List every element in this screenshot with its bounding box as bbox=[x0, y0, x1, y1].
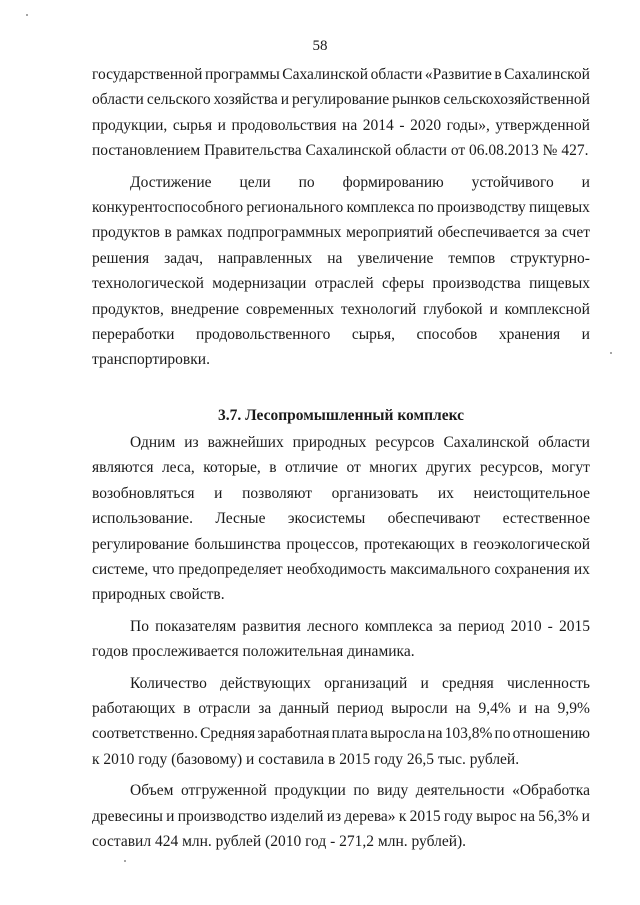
word: сферы bbox=[381, 275, 425, 293]
word: отгруженной bbox=[180, 782, 267, 800]
word: и bbox=[214, 484, 223, 502]
word: вырос bbox=[476, 807, 517, 825]
word: экосистемы bbox=[287, 510, 366, 528]
word: Количество bbox=[130, 674, 207, 692]
word: обеспечивается bbox=[437, 224, 540, 242]
word: многих bbox=[369, 459, 418, 477]
text-line bbox=[92, 113, 590, 138]
word: хозяйства bbox=[213, 91, 278, 109]
word: показателям bbox=[155, 617, 237, 635]
word: государственной bbox=[92, 66, 203, 83]
word: и bbox=[518, 699, 527, 717]
word: регулирование bbox=[292, 91, 390, 109]
word: продукции bbox=[274, 782, 346, 800]
text-line bbox=[92, 170, 590, 195]
word: продуктов, bbox=[92, 300, 164, 318]
word: геоэкологической bbox=[473, 535, 590, 553]
word: Сахалинской bbox=[282, 66, 369, 83]
word: в bbox=[494, 66, 502, 83]
word: 2015 bbox=[409, 807, 441, 825]
word: комплекса bbox=[364, 617, 433, 635]
word: деятельности bbox=[415, 782, 505, 800]
word: в bbox=[460, 535, 468, 553]
word: «Обработка bbox=[512, 782, 590, 800]
word: на bbox=[427, 725, 443, 743]
word: технологической bbox=[92, 275, 204, 293]
text-line bbox=[92, 506, 590, 531]
word: производства bbox=[432, 275, 521, 293]
word: других bbox=[425, 459, 472, 477]
word: и bbox=[581, 325, 590, 343]
word: большинства bbox=[194, 535, 281, 553]
word: численность bbox=[506, 674, 590, 692]
word: Объем bbox=[130, 782, 174, 800]
scan-speck bbox=[26, 14, 28, 16]
word: рынков bbox=[392, 91, 441, 109]
word: регулирование bbox=[92, 535, 190, 553]
word: средняя bbox=[441, 674, 494, 692]
word: пищевых bbox=[529, 198, 590, 216]
word: современных bbox=[245, 300, 334, 318]
word: по bbox=[417, 198, 434, 216]
word: отличие bbox=[285, 459, 338, 477]
text-line bbox=[92, 297, 590, 322]
word: формированию bbox=[342, 173, 444, 191]
word: и bbox=[489, 300, 498, 318]
word: и bbox=[166, 807, 175, 825]
paragraph-dynamics bbox=[92, 614, 590, 665]
word: соответственно. bbox=[92, 725, 198, 743]
word: на bbox=[327, 249, 343, 267]
word: сельскохозяйственной bbox=[443, 91, 590, 109]
word: организаций bbox=[324, 674, 408, 692]
text-line bbox=[92, 671, 590, 696]
word: - bbox=[399, 116, 405, 134]
word: максимального bbox=[390, 561, 491, 579]
text-line: природных свойств. bbox=[92, 586, 225, 604]
word: неистощительное bbox=[473, 484, 590, 502]
word: задач, bbox=[164, 249, 203, 267]
word: области bbox=[538, 434, 590, 452]
word: 2014 bbox=[362, 116, 394, 134]
word: на bbox=[342, 116, 358, 134]
word: виду bbox=[376, 782, 409, 800]
word: их bbox=[573, 561, 590, 579]
text-line bbox=[92, 322, 590, 347]
text-line bbox=[92, 246, 590, 271]
word: изделий bbox=[270, 807, 324, 825]
text-line bbox=[92, 271, 590, 296]
word: из bbox=[326, 807, 342, 825]
word: являются bbox=[92, 459, 154, 477]
text-line bbox=[92, 195, 590, 220]
word: к bbox=[398, 807, 407, 825]
intro-paragraph bbox=[92, 62, 590, 164]
word: Одним bbox=[130, 434, 176, 452]
word: ресурсов, bbox=[480, 459, 544, 477]
word: протекающих bbox=[363, 535, 455, 553]
word: модернизации bbox=[212, 275, 307, 293]
word: программы bbox=[204, 66, 280, 83]
text-line: составил 424 млн. рублей (2010 год - 271,2 млн. рублей). bbox=[92, 832, 467, 850]
word: 9,9% bbox=[557, 699, 590, 717]
word: и bbox=[581, 173, 590, 191]
word: за bbox=[544, 224, 558, 242]
word: важнейших bbox=[207, 434, 284, 452]
word: мероприятий bbox=[346, 224, 434, 242]
word: пищевых bbox=[529, 275, 590, 293]
word: структурно- bbox=[510, 249, 590, 267]
word: выросли bbox=[391, 699, 448, 717]
word: темпов bbox=[448, 249, 496, 267]
text-line bbox=[92, 557, 590, 582]
word: Лесные bbox=[215, 510, 266, 528]
word: в bbox=[269, 459, 277, 477]
word: период bbox=[458, 617, 505, 635]
word: необходимость bbox=[286, 561, 387, 579]
word: лесного bbox=[307, 617, 359, 635]
word: устойчивого bbox=[471, 173, 554, 191]
scan-speck bbox=[610, 352, 612, 354]
text-line bbox=[92, 87, 590, 112]
word: производству bbox=[437, 198, 526, 216]
word: По bbox=[130, 617, 149, 635]
word: период bbox=[336, 699, 384, 717]
word: комплексной bbox=[504, 300, 590, 318]
word: развития bbox=[242, 617, 301, 635]
word: дерева» bbox=[344, 807, 396, 825]
word: и bbox=[217, 116, 226, 134]
word: Средняя bbox=[200, 725, 256, 743]
word: продукции, bbox=[92, 116, 168, 134]
text-line: транспортировки. bbox=[92, 351, 210, 369]
text-line bbox=[92, 481, 590, 506]
text-line: годов прослеживается положительная динамика. bbox=[92, 643, 415, 661]
word: Сахалинской bbox=[504, 66, 590, 83]
word: отраслей bbox=[314, 275, 374, 293]
text-line bbox=[92, 62, 590, 87]
word: 2015 bbox=[558, 617, 590, 635]
paragraph-shipped-products bbox=[92, 778, 590, 854]
word: Сахалинской bbox=[443, 434, 530, 452]
word: способов bbox=[416, 325, 478, 343]
word: сельского bbox=[146, 91, 211, 109]
word: Достижение bbox=[130, 173, 212, 191]
scan-speck bbox=[124, 860, 126, 862]
word: переработки bbox=[92, 325, 175, 343]
word: использование. bbox=[92, 510, 193, 528]
text-line: постановлением Правительства Сахалинской области от 06.08.2013 № 427. bbox=[92, 142, 589, 160]
word: сохранения bbox=[494, 561, 570, 579]
word: цели bbox=[239, 173, 271, 191]
word: по bbox=[494, 725, 511, 743]
document-body bbox=[92, 62, 590, 854]
word: по bbox=[298, 173, 315, 191]
word: продовольственного bbox=[195, 325, 331, 343]
word: естественное bbox=[502, 510, 590, 528]
word: 2010 bbox=[510, 617, 542, 635]
word: в bbox=[164, 224, 172, 242]
word: действующих bbox=[220, 674, 311, 692]
word: утвержденной bbox=[495, 116, 590, 134]
word: от bbox=[346, 459, 361, 477]
word: данный bbox=[279, 699, 330, 717]
word: древесины bbox=[92, 807, 163, 825]
word: 2020 bbox=[410, 116, 442, 134]
word: на bbox=[534, 699, 550, 717]
word: их bbox=[437, 484, 454, 502]
word: ресурсов bbox=[375, 434, 435, 452]
text-line bbox=[92, 778, 590, 803]
word: в bbox=[183, 699, 191, 717]
word: по bbox=[353, 782, 370, 800]
word: внедрение bbox=[170, 300, 240, 318]
paragraph-food-industry bbox=[92, 170, 590, 373]
word: леса, bbox=[161, 459, 195, 477]
word: глубокой bbox=[423, 300, 483, 318]
word: сырья, bbox=[351, 325, 395, 343]
word: 9,4% bbox=[478, 699, 511, 717]
word: за bbox=[438, 617, 452, 635]
word: за bbox=[258, 699, 272, 717]
word: выросла bbox=[370, 725, 426, 743]
word: на bbox=[519, 807, 536, 825]
text-line bbox=[92, 614, 590, 639]
word: продуктов bbox=[92, 224, 160, 242]
paragraph-employment bbox=[92, 671, 590, 773]
word: процессов, bbox=[286, 535, 359, 553]
word: 103,8% bbox=[444, 725, 493, 743]
word: отрасли bbox=[198, 699, 251, 717]
word: заработная bbox=[257, 725, 330, 743]
paragraph-forest-resources bbox=[92, 430, 590, 608]
word: технологий bbox=[340, 300, 417, 318]
word: регионального bbox=[246, 198, 344, 216]
word: комплекса bbox=[346, 198, 415, 216]
word: что bbox=[152, 561, 175, 579]
word: могут bbox=[551, 459, 590, 477]
text-line bbox=[92, 721, 590, 746]
word: и bbox=[581, 807, 590, 825]
word: области bbox=[92, 91, 144, 109]
word: направленных bbox=[217, 249, 313, 267]
word: - bbox=[547, 617, 553, 635]
word: которые, bbox=[203, 459, 261, 477]
text-line bbox=[92, 430, 590, 455]
word: плата bbox=[331, 725, 369, 743]
word: позволяют bbox=[242, 484, 313, 502]
word: и bbox=[280, 91, 290, 109]
word: на bbox=[455, 699, 471, 717]
word: хранения bbox=[498, 325, 561, 343]
word: обеспечивают bbox=[387, 510, 481, 528]
word: продовольствия bbox=[231, 116, 337, 134]
word: системе, bbox=[92, 561, 149, 579]
text-line bbox=[92, 455, 590, 480]
word: организовать bbox=[331, 484, 419, 502]
word: году bbox=[443, 807, 473, 825]
word: работающих bbox=[92, 699, 176, 717]
word: области bbox=[370, 66, 423, 83]
word: конкурентоспособного bbox=[92, 198, 244, 216]
page-number: 58 bbox=[312, 38, 328, 54]
word: предопределяет bbox=[178, 561, 283, 579]
word: отношению bbox=[512, 725, 590, 743]
word: производство bbox=[177, 807, 267, 825]
word: 56,3% bbox=[538, 807, 579, 825]
word: возобновляться bbox=[92, 484, 195, 502]
text-line bbox=[92, 220, 590, 245]
word: рамках bbox=[176, 224, 223, 242]
word: сырья bbox=[172, 116, 213, 134]
word: увеличение bbox=[357, 249, 434, 267]
word: из bbox=[184, 434, 199, 452]
text-line: к 2010 году (базовому) и составила в 2015 году 26,5 тыс. рублей. bbox=[92, 750, 520, 768]
word: подпрограммных bbox=[227, 224, 342, 242]
word: решения bbox=[92, 249, 150, 267]
text-line bbox=[92, 804, 590, 829]
text-line bbox=[92, 532, 590, 557]
section-heading: 3.7. Лесопромышленный комплекс bbox=[217, 406, 465, 424]
word: и bbox=[420, 674, 429, 692]
text-line bbox=[92, 696, 590, 721]
word: «Развитие bbox=[424, 66, 492, 83]
word: годы», bbox=[446, 116, 490, 134]
word: природных bbox=[292, 434, 367, 452]
word: счет bbox=[561, 224, 590, 242]
